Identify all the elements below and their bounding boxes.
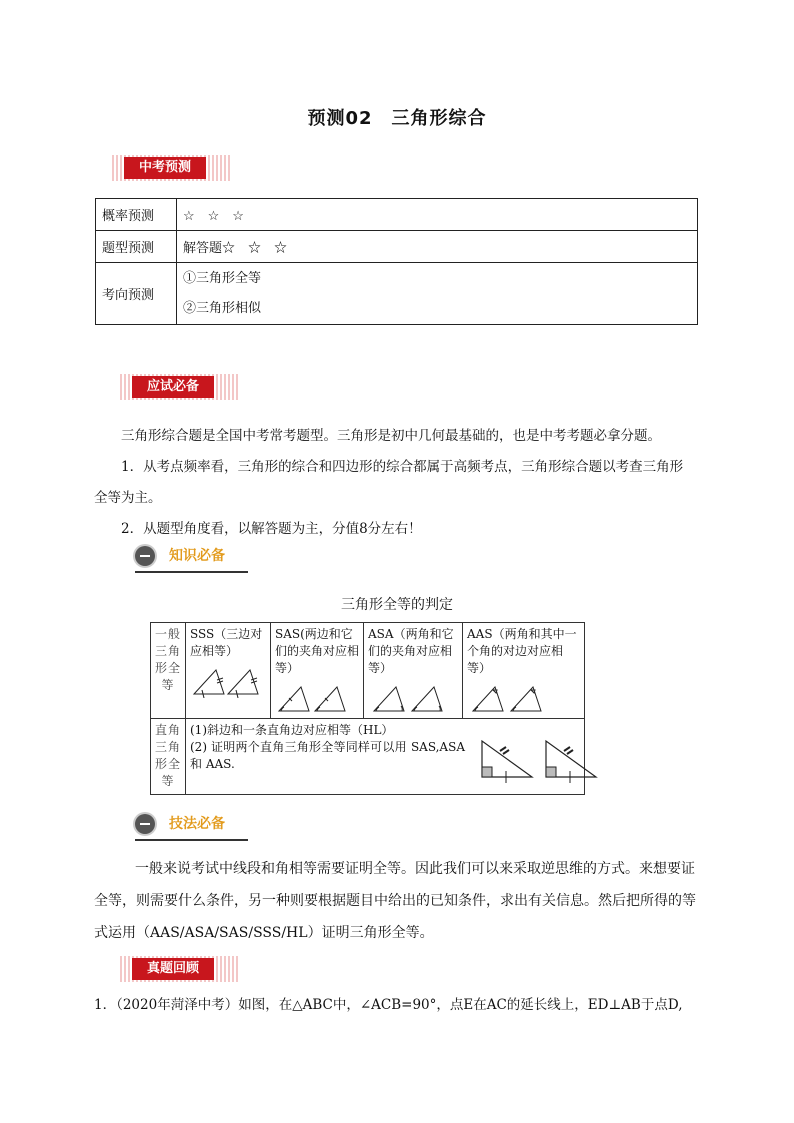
intro-paragraph-2-cont: 全等为主。 — [94, 490, 162, 506]
row-label: 考向预测 — [96, 263, 177, 325]
method-sss — [186, 623, 271, 719]
intro-paragraph-3: 2．从题型角度看，以解答题为主，分值8分左右！ — [121, 521, 422, 537]
right-label: 直角三角形全等 — [151, 719, 186, 795]
method-desc: （两角和它们的夹角对应相等） — [368, 627, 454, 675]
list-item: ②三角形相似 — [183, 300, 262, 316]
question-1: 1．（2020年菏泽中考）如图，在△ABC中，∠ACB=90°，点E在AC的延长线上，ED⊥AB于点D, — [94, 997, 683, 1013]
intro-paragraph-2: 1．从考点频率看，三角形的综合和四边形的综合都属于高频考点，三角形综合题以考查三角形 — [121, 459, 684, 475]
table-row — [151, 719, 585, 795]
method-asa — [364, 623, 463, 719]
row-value: 解答题☆ ☆ ☆ — [177, 231, 698, 263]
asa-triangles — [368, 683, 448, 715]
table-row — [96, 263, 698, 325]
table-row — [96, 231, 698, 263]
method-name: AAS — [467, 627, 493, 641]
section-heading: 技法必备 — [169, 816, 225, 832]
method-aas — [463, 623, 585, 719]
section-underline — [135, 571, 248, 573]
technique-paragraph-3: 式运用（AAS/ASA/SAS/SSS/HL）证明三角形全等。 — [94, 925, 434, 941]
method-name: SSS — [190, 627, 215, 641]
technique-paragraph-1: 一般来说考试中线段和角相等需要证明全等。因此我们可以来采取逆思维的方式。来想要证 — [135, 861, 695, 877]
intro-paragraph-1: 三角形综合题是全国中考常考题型。三角形是初中几何最基础的，也是中考考题必拿分题。 — [121, 428, 661, 444]
row-label: 题型预测 — [96, 231, 177, 263]
section-knowledge — [135, 545, 255, 575]
aas-triangles — [467, 683, 547, 715]
section-heading: 知识必备 — [169, 548, 225, 564]
right-line-2: (2) 证明两个直角三角形全等同样可以用 SAS,ASA 和 AAS. — [190, 740, 465, 771]
banner-label: 应试必备 — [132, 376, 214, 398]
sas-triangles — [275, 683, 351, 715]
general-label: 一般三角形全等 — [151, 623, 186, 719]
right-triangle-cell — [186, 719, 585, 795]
section-bullet-icon — [135, 546, 155, 566]
section-underline — [135, 839, 248, 841]
method-desc: (两边和它们的夹角对应相等） — [275, 627, 360, 675]
congruence-table — [150, 622, 585, 795]
right-triangles — [476, 727, 616, 787]
right-line-1: (1)斜边和一条直角边对应相等（HL） — [190, 723, 394, 737]
section-bullet-icon — [135, 814, 155, 834]
section-technique — [135, 813, 255, 843]
row-value: ☆ ☆ ☆ — [177, 199, 698, 231]
method-desc: （三边对应相等） — [190, 627, 263, 658]
judge-table-caption: 三角形全等的判定 — [341, 597, 453, 613]
method-name: SAS — [275, 627, 301, 641]
sss-triangles — [190, 666, 262, 698]
list-item: ①三角形全等 — [183, 270, 262, 286]
method-sas — [271, 623, 364, 719]
prediction-table — [95, 198, 698, 325]
method-desc: （两角和其中一个角的对边对应相等） — [467, 627, 577, 675]
page-title: 预测02 三角形综合 — [307, 108, 487, 129]
method-name: ASA — [368, 627, 394, 641]
table-row — [96, 199, 698, 231]
table-row — [151, 623, 585, 719]
banner-label: 真题回顾 — [132, 958, 214, 980]
row-label: 概率预测 — [96, 199, 177, 231]
row-value — [177, 263, 698, 325]
technique-paragraph-2: 全等，则需要什么条件，另一种则要根据题目中给出的已知条件，求出有关信息。然后把所得的等 — [94, 893, 696, 909]
banner-label: 中考预测 — [124, 157, 206, 179]
